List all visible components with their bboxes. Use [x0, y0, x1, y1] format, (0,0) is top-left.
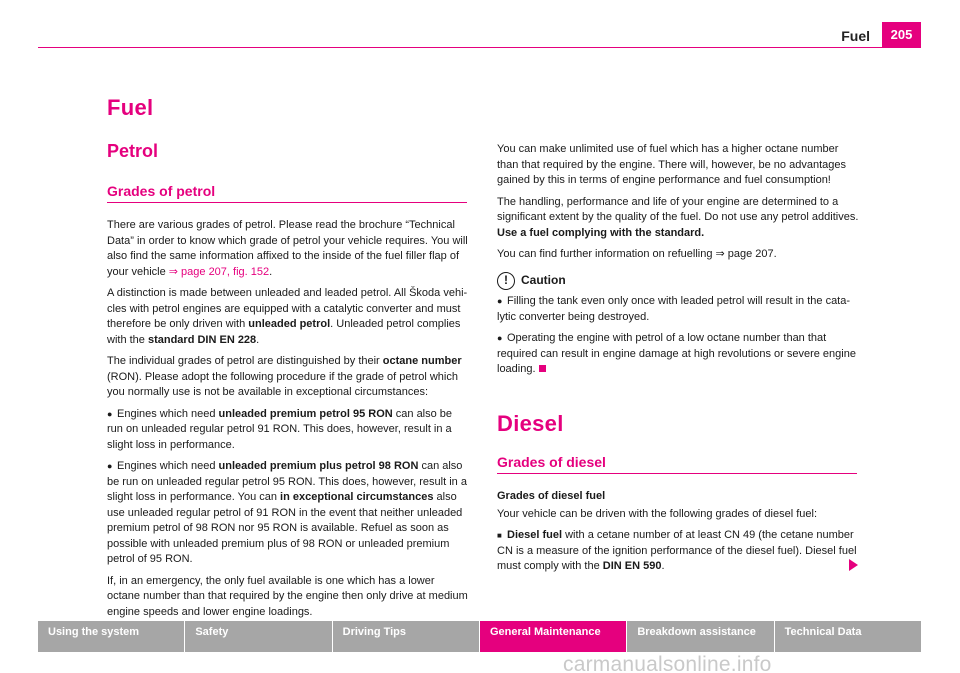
end-of-section-icon — [539, 365, 546, 372]
bullet-item: ● Filling the tank even only once with leaded petrol will result in the cata-lytic converter being destroyed. — [497, 295, 851, 323]
page-title: Fuel — [107, 95, 154, 120]
header-rule — [38, 47, 921, 48]
bullet-icon: ● — [107, 408, 113, 419]
bullet-item: ● Engines which need unleaded premium plus petrol 98 RON can also be run on unleaded regular petrol 95 RON. This does, however, result in a slight loss in performance. You can in exceptional circumstances also use unleaded regular petrol of 91 RON in the event that neither unleaded premium petrol of 98 RON nor 95 RON is available. Refuel as soon as possible with unleaded premium plus of 98 RON or unleaded premium petrol of 95 RON. — [107, 460, 467, 565]
section-heading-petrol: Petrol — [107, 141, 159, 161]
header-title: Fuel — [841, 28, 870, 44]
paragraph: A distinction is made between unleaded and leaded petrol. All Škoda vehi-cles with petrol engines are equipped with a catalytic converter and must therefore be only driven with unleaded petrol. Unleaded petrol complies with the standard DIN EN 228. — [107, 287, 468, 346]
left-column — [107, 218, 469, 626]
paragraph: You can find further information on refuelling ⇒ page 207. — [497, 248, 777, 260]
page-number-badge: 205 — [882, 22, 921, 48]
right-column-top — [497, 142, 859, 269]
bullet-item: ● Engines which need unleaded premium petrol 95 RON can also be run on unleaded regular petrol 91 RON. This does, however, result in a slight loss in performance. — [107, 407, 453, 451]
paragraph: If, in an emergency, the only fuel available is one which has a lower octane number than that required by the engine then only drive at medium engine speeds and lower engine loadings. — [107, 574, 468, 618]
bullet-icon: ● — [497, 296, 503, 306]
tab-using-the-system[interactable]: Using the system — [38, 621, 184, 652]
diesel-body — [497, 489, 859, 581]
paragraph: There are various grades of petrol. Please read the brochure “Technical Data” in order to know which grade of petrol your vehicle requires. You will also find the same information affixed to the inside of the fuel filler flap of your vehicle ⇒ page 207, fig. 152. — [107, 219, 468, 278]
caution-header — [497, 272, 859, 290]
page-reference-link[interactable]: ⇒ page 207, fig. 152 — [168, 265, 270, 278]
tab-general-maintenance[interactable]: General Maintenance — [480, 621, 626, 652]
next-page-arrow-icon[interactable] — [849, 559, 858, 571]
tab-technical-data[interactable]: Technical Data — [775, 621, 921, 652]
paragraph: The individual grades of petrol are distinguished by their octane number (RON). Please adopt the following procedure if the grade of petrol which you normally use is not be available in exceptional circumstances: — [107, 355, 462, 398]
warning-icon: ! — [497, 272, 515, 290]
square-bullet-icon: ■ — [497, 531, 502, 540]
caution-box — [497, 272, 859, 384]
tab-safety[interactable]: Safety — [185, 621, 331, 652]
bullet-icon: ● — [107, 461, 113, 471]
paragraph: The handling, performance and life of your engine are determined to a significant extent by the quality of the fuel. Do not use any petrol additives. Use a fuel complying with the standard. — [497, 195, 859, 239]
section-heading-diesel: Diesel — [497, 411, 564, 436]
footer-nav — [38, 621, 921, 652]
list-item: ■ Diesel fuel with a cetane number of at least CN 49 (the cetane number CN is a measure of the ignition performance of the diesel fuel). Diesel fuel must comply with the DIN EN 590. — [497, 529, 857, 572]
caution-label: Caution — [521, 273, 566, 288]
paragraph: You can make unlimited use of fuel which has a higher octane number than that required by the engine. There will, however, be no advantages gained by this in terms of engine performance and fuel consumption! — [497, 143, 846, 186]
bullet-item: ● Operating the engine with petrol of a low octane number than that required can result in engine damage at high revolutions or severe engine loading. — [497, 332, 856, 375]
tab-breakdown-assistance[interactable]: Breakdown assistance — [627, 621, 773, 652]
tab-driving-tips[interactable]: Driving Tips — [333, 621, 479, 652]
subsection-heading-grades-of-diesel: Grades of diesel — [497, 454, 857, 474]
bullet-icon: ● — [497, 333, 503, 343]
bold-heading: Grades of diesel fuel — [497, 490, 606, 502]
watermark: carmanualsonline.info — [563, 653, 772, 673]
paragraph: Your vehicle can be driven with the following grades of diesel fuel: — [497, 507, 818, 520]
subsection-heading-grades-of-petrol: Grades of petrol — [107, 183, 467, 203]
